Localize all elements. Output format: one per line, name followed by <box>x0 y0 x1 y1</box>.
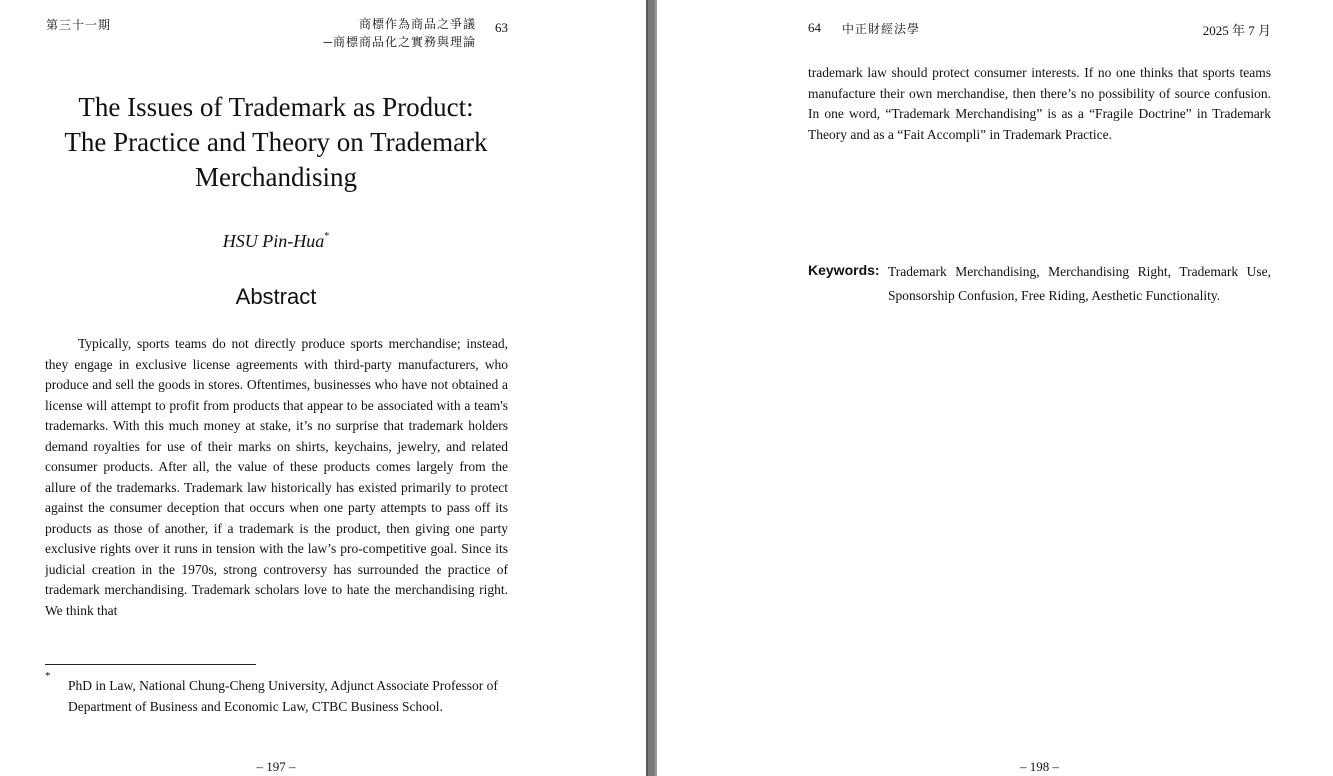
abstract-text: Typically, sports teams do not directly produce sports merchandise; instead, they engage in exclusive license agreements with third-party manufacturers, who produce and sell the goods in stores. Oftentimes, businesses who have not obtained a license will attempt to profit from products that appear to be associated with a team's trademarks. With this much money at stake, it’s no surprise that trademark holders demand royalties for use of their marks on shirts, keychains, jewelry, and related consumer products. After all, the value of these products comes largely from the allure of the trademarks. Trademark law historically has existed primarily to protect against the consumer deception that occurs when one party attempts to pass off its products as those of another, if a trademark is the product, then giving one party exclusive rights over it runs in tension with the law’s pro-competitive goal. Since its judicial creation in the 1970s, strong controversy has surrounded the practice of trademark merchandising. Trademark scholars love to hate the merchandising right. We think that <box>45 336 508 618</box>
header-running-title-line1: 商標作為商品之爭議 <box>358 17 476 31</box>
header-date: 2025 年 7 月 <box>1202 23 1271 38</box>
abstract-heading: Abstract <box>235 284 317 309</box>
header-running-title <box>323 15 476 51</box>
page-gutter <box>646 0 657 776</box>
keywords-text: Trademark Merchandising, Merchandising Right, Trademark Use, Sponsorship Confusion, Free Riding, Aesthetic Functionality. <box>888 264 1271 303</box>
author-line <box>40 231 512 252</box>
author-footnote-mark: * <box>324 231 330 242</box>
header-journal-name: 中正財經法學 <box>842 22 921 36</box>
footer-page-number: – 197 – <box>256 759 296 774</box>
abstract-continued-text: trademark law should protect consumer interests. If no one thinks that sports teams manufacture their own merchandise, then there’s no possibility of source confusion. In one word, “Trademark Merchandising” is as a “Fragile Doctrine” in Trademark Theory and as a “Fait Accompli” in Trademark Practice. <box>808 65 1271 142</box>
footnote-divider <box>45 664 256 665</box>
header-page-number: 64 <box>808 20 821 35</box>
footer-page-number: – 198 – <box>1020 759 1059 774</box>
author-name: HSU Pin-Hua <box>222 231 325 251</box>
page-left <box>0 0 646 776</box>
article-title <box>40 90 512 195</box>
title-line: The Practice and Theory on Trademark <box>64 127 488 157</box>
header-page-number: 63 <box>495 20 508 35</box>
header-running-title-line2: ─商標商品化之實務與理論 <box>323 35 476 49</box>
title-line: Merchandising <box>195 162 357 192</box>
header-issue: 第三十一期 <box>46 18 112 32</box>
page-right <box>657 0 1333 776</box>
title-line: The Issues of Trademark as Product: <box>78 92 474 122</box>
footnote-text: PhD in Law, National Chung-Cheng University, Adjunct Associate Professor of Department of Business and Economic Law, CTBC Business School. <box>68 678 498 714</box>
keywords-label: Keywords: <box>808 262 880 278</box>
footnote-mark: * <box>45 670 51 682</box>
